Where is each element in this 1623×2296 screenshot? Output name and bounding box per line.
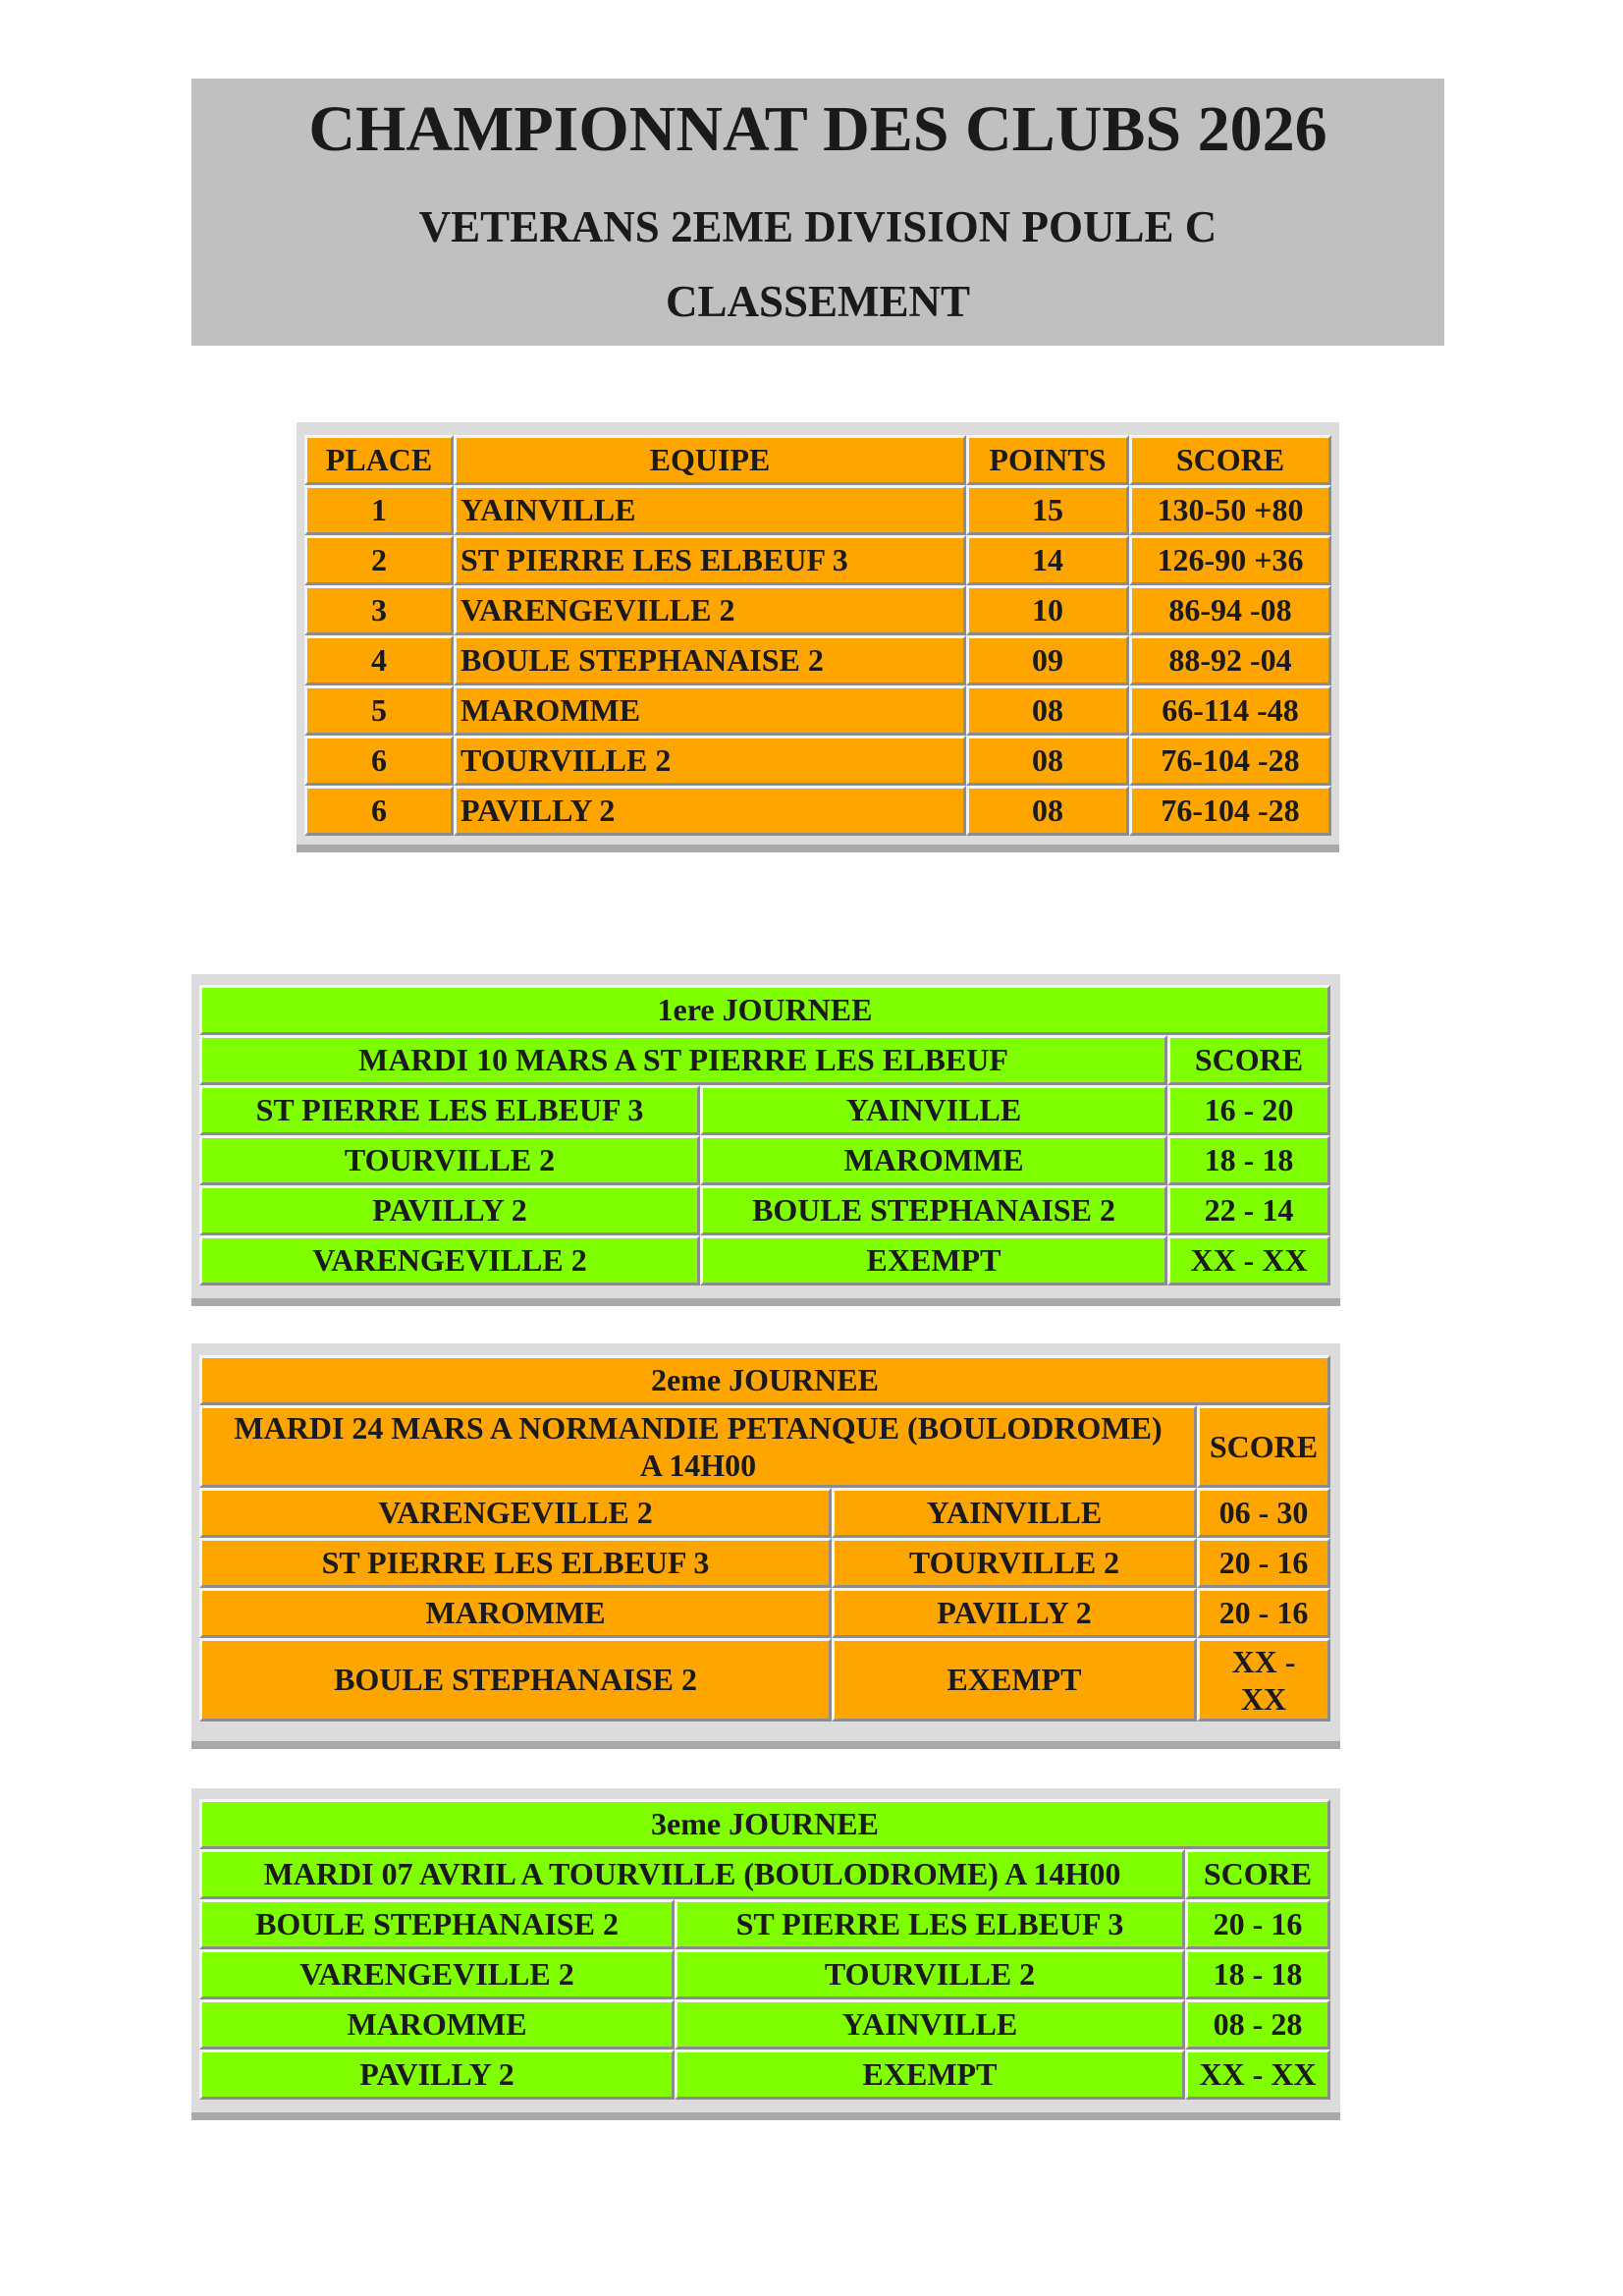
points-cell: 15	[966, 485, 1129, 535]
home-team: VARENGEVILLE 2	[199, 1488, 832, 1538]
table-row	[304, 585, 1331, 635]
home-team: MAROMME	[199, 1999, 675, 2050]
home-team: PAVILLY 2	[199, 2050, 675, 2100]
score-cell: 126-90 +36	[1129, 535, 1331, 585]
match-score	[1197, 1638, 1330, 1722]
column-header-score: SCORE	[1129, 435, 1331, 485]
team-cell: TOURVILLE 2	[454, 736, 966, 786]
column-header-team: EQUIPE	[454, 435, 966, 485]
home-team: BOULE STEPHANAISE 2	[199, 1638, 832, 1722]
points-cell: 14	[966, 535, 1129, 585]
away-team: BOULE STEPHANAISE 2	[700, 1185, 1167, 1235]
table-row	[304, 635, 1331, 685]
round-venue: MARDI 07 AVRIL A TOURVILLE (BOULODROME) A 14H00	[199, 1849, 1185, 1899]
page-title: CHAMPIONNAT DES CLUBS 2026	[308, 93, 1327, 165]
points-cell: 10	[966, 585, 1129, 635]
table-row	[199, 1588, 1330, 1638]
home-team: ST PIERRE LES ELBEUF 3	[199, 1085, 700, 1135]
page-header	[191, 79, 1444, 346]
match-score: 20 - 16	[1185, 1899, 1330, 1949]
place-cell: 6	[304, 736, 454, 786]
points-cell: 08	[966, 736, 1129, 786]
score-header: SCORE	[1185, 1849, 1330, 1899]
match-score: XX - XX	[1167, 1235, 1330, 1285]
score-cell: 130-50 +80	[1129, 485, 1331, 535]
round-title: 1ere JOURNEE	[199, 985, 1330, 1035]
points-cell: 09	[966, 635, 1129, 685]
table-row	[304, 786, 1331, 836]
table-row	[199, 1949, 1330, 1999]
match-score: 20 - 16	[1197, 1538, 1330, 1588]
home-team: VARENGEVILLE 2	[199, 1949, 675, 1999]
column-header-place: PLACE	[304, 435, 454, 485]
match-score: 08 - 28	[1185, 1999, 1330, 2050]
away-team: MAROMME	[700, 1135, 1167, 1185]
table-header-row	[304, 435, 1331, 485]
table-row	[304, 736, 1331, 786]
round-venue-line-1: MARDI 24 MARS A NORMANDIE PETANQUE (BOULODROME)	[234, 1410, 1163, 1446]
away-team: YAINVILLE	[700, 1085, 1167, 1135]
round-venue: MARDI 10 MARS A ST PIERRE LES ELBEUF	[199, 1035, 1167, 1085]
match-score: 20 - 16	[1197, 1588, 1330, 1638]
home-team: VARENGEVILLE 2	[199, 1235, 700, 1285]
place-cell: 6	[304, 786, 454, 836]
home-team: ST PIERRE LES ELBEUF 3	[199, 1538, 832, 1588]
score-header: SCORE	[1167, 1035, 1330, 1085]
round-3-table	[199, 1799, 1330, 2100]
score-cell: 66-114 -48	[1129, 685, 1331, 736]
points-cell: 08	[966, 786, 1129, 836]
team-cell: PAVILLY 2	[454, 786, 966, 836]
round-1-table	[199, 985, 1330, 1285]
place-cell: 2	[304, 535, 454, 585]
table-row	[199, 1538, 1330, 1588]
home-team: TOURVILLE 2	[199, 1135, 700, 1185]
match-score-line-2: XX	[1240, 1680, 1287, 1717]
team-cell: MAROMME	[454, 685, 966, 736]
match-score-line-1: XX -	[1231, 1643, 1296, 1679]
match-score: 18 - 18	[1185, 1949, 1330, 1999]
match-score: 22 - 14	[1167, 1185, 1330, 1235]
away-team: TOURVILLE 2	[675, 1949, 1185, 1999]
away-team: YAINVILLE	[832, 1488, 1197, 1538]
round-2-table	[199, 1355, 1330, 1722]
standings-table	[304, 435, 1331, 836]
place-cell: 1	[304, 485, 454, 535]
score-cell: 88-92 -04	[1129, 635, 1331, 685]
column-header-points: POINTS	[966, 435, 1129, 485]
table-row	[199, 2050, 1330, 2100]
round-title: 2eme JOURNEE	[199, 1355, 1330, 1405]
away-team: YAINVILLE	[675, 1999, 1185, 2050]
place-cell: 4	[304, 635, 454, 685]
score-cell: 76-104 -28	[1129, 736, 1331, 786]
away-team: PAVILLY 2	[832, 1588, 1197, 1638]
away-team: EXEMPT	[700, 1235, 1167, 1285]
round-title: 3eme JOURNEE	[199, 1799, 1330, 1849]
table-row	[199, 1638, 1330, 1722]
round-venue-line-2: A 14H00	[639, 1448, 757, 1483]
score-cell: 86-94 -08	[1129, 585, 1331, 635]
home-team: BOULE STEPHANAISE 2	[199, 1899, 675, 1949]
table-row	[199, 1488, 1330, 1538]
team-cell: YAINVILLE	[454, 485, 966, 535]
table-row	[199, 1085, 1330, 1135]
team-cell: VARENGEVILLE 2	[454, 585, 966, 635]
match-score: 18 - 18	[1167, 1135, 1330, 1185]
match-score: 06 - 30	[1197, 1488, 1330, 1538]
table-row	[199, 1185, 1330, 1235]
table-row	[304, 685, 1331, 736]
home-team: MAROMME	[199, 1588, 832, 1638]
table-row	[199, 1899, 1330, 1949]
table-row	[199, 1135, 1330, 1185]
round-venue	[199, 1405, 1197, 1488]
section-title: CLASSEMENT	[665, 277, 971, 326]
score-cell: 76-104 -28	[1129, 786, 1331, 836]
home-team: PAVILLY 2	[199, 1185, 700, 1235]
team-cell: BOULE STEPHANAISE 2	[454, 635, 966, 685]
team-cell: ST PIERRE LES ELBEUF 3	[454, 535, 966, 585]
place-cell: 5	[304, 685, 454, 736]
match-score: XX - XX	[1185, 2050, 1330, 2100]
table-row	[304, 485, 1331, 535]
away-team: EXEMPT	[832, 1638, 1197, 1722]
page-subtitle: VETERANS 2EME DIVISION POULE C	[418, 202, 1217, 251]
place-cell: 3	[304, 585, 454, 635]
away-team: EXEMPT	[675, 2050, 1185, 2100]
points-cell: 08	[966, 685, 1129, 736]
table-row	[199, 1999, 1330, 2050]
match-score: 16 - 20	[1167, 1085, 1330, 1135]
away-team: TOURVILLE 2	[832, 1538, 1197, 1588]
table-row	[199, 1235, 1330, 1285]
away-team: ST PIERRE LES ELBEUF 3	[675, 1899, 1185, 1949]
score-header: SCORE	[1197, 1405, 1330, 1488]
table-row	[304, 535, 1331, 585]
